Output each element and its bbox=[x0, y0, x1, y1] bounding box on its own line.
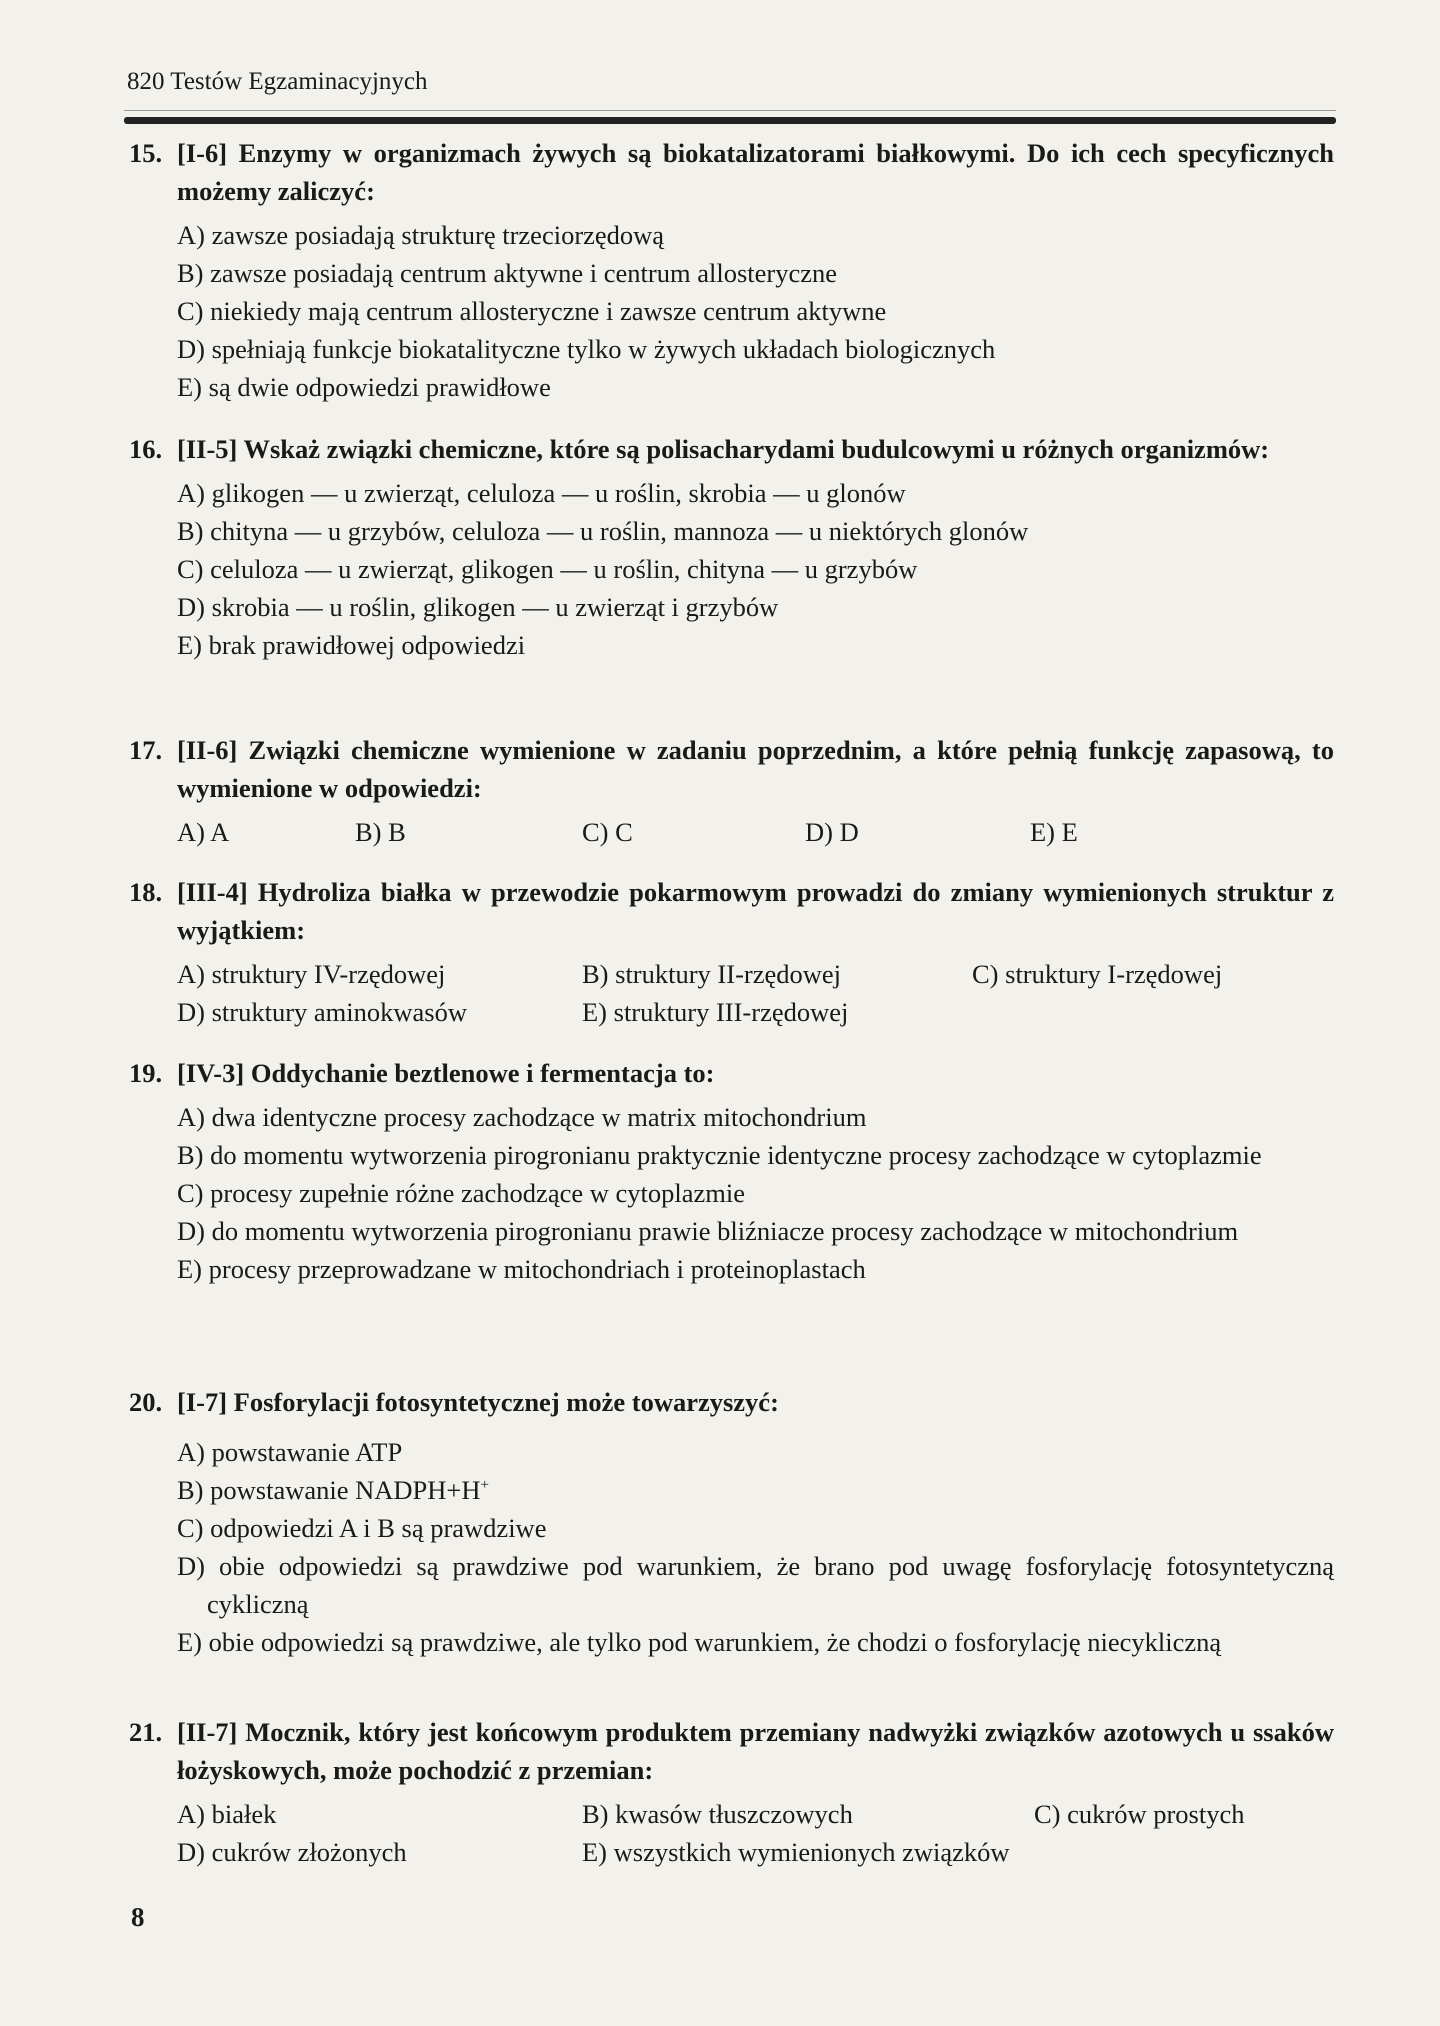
option: E) wszystkich wymienionych związków bbox=[582, 1837, 1010, 1867]
option: D) do momentu wytworzenia pirogronianu prawie bliźniacze procesy zachodzące w mitochondrium bbox=[177, 1216, 1239, 1246]
option: E) procesy przeprowadzane w mitochondriach i proteinoplastach bbox=[177, 1254, 866, 1284]
option: B) zawsze posiadają centrum aktywne i centrum allosteryczne bbox=[177, 258, 838, 288]
superscript-plus: + bbox=[480, 1477, 489, 1494]
option: C) celuloza — u zwierząt, glikogen — u roślin, chityna — u grzybów bbox=[177, 554, 918, 584]
option: C) struktury I-rzędowej bbox=[972, 959, 1223, 989]
question-21 bbox=[129, 1713, 1334, 1871]
option: A) A bbox=[177, 817, 230, 847]
option: A) dwa identyczne procesy zachodzące w matrix mitochondrium bbox=[177, 1102, 867, 1132]
option: E) E bbox=[1030, 817, 1078, 847]
question-number: 15. bbox=[129, 138, 163, 168]
option: D) skrobia — u roślin, glikogen — u zwierząt i grzybów bbox=[177, 592, 779, 622]
option: A) zawsze posiadają strukturę trzeciorzędową bbox=[177, 220, 665, 250]
header-rule bbox=[124, 117, 1336, 124]
option: A) struktury IV-rzędowej bbox=[177, 959, 446, 989]
page-number: 8 bbox=[131, 1902, 145, 1932]
question-20 bbox=[129, 1383, 1334, 1661]
option: C) odpowiedzi A i B są prawdziwe bbox=[177, 1513, 547, 1543]
option-text: B) powstawanie NADPH+H bbox=[177, 1475, 481, 1505]
option: E) obie odpowiedzi są prawdziwe, ale tylko pod warunkiem, że chodzi o fosforylację niecykliczną bbox=[177, 1627, 1222, 1657]
running-header: 820 Testów Egzaminacyjnych bbox=[127, 68, 428, 95]
option: C) niekiedy mają centrum allosteryczne i zawsze centrum aktywne bbox=[177, 296, 887, 326]
question-17 bbox=[129, 731, 1334, 851]
option: C) procesy zupełnie różne zachodzące w cytoplazmie bbox=[177, 1178, 745, 1208]
option: B) do momentu wytworzenia pirogronianu praktycznie identyczne procesy zachodzące w cytoplazmie bbox=[177, 1140, 1262, 1170]
option: D) cukrów złożonych bbox=[177, 1837, 407, 1867]
question-number: 20. bbox=[129, 1387, 163, 1417]
question-text: [IV-3] Oddychanie beztlenowe i fermentacja to: bbox=[177, 1058, 715, 1088]
option: D) spełniają funkcje biokatalityczne tylko w żywych układach biologicznych bbox=[177, 334, 996, 364]
question-text: [I-7] Fosforylacji fotosyntetycznej może towarzyszyć: bbox=[177, 1387, 779, 1417]
question-number: 19. bbox=[129, 1058, 163, 1088]
question-number: 17. bbox=[129, 735, 163, 765]
option: E) struktury III-rzędowej bbox=[582, 997, 849, 1027]
question-15 bbox=[129, 134, 1334, 406]
question-number: 18. bbox=[129, 877, 163, 907]
question-19 bbox=[129, 1054, 1334, 1288]
option: C) C bbox=[582, 817, 633, 847]
question-18 bbox=[129, 873, 1334, 1031]
option: B) kwasów tłuszczowych bbox=[582, 1799, 853, 1829]
option: D) obie odpowiedzi są prawdziwe pod warunkiem, że brano pod uwagę fosforylację fotosyntetyczną cykliczną bbox=[177, 1551, 1334, 1619]
header-thin-rule bbox=[124, 110, 1336, 111]
question-text: [II-6] Związki chemiczne wymienione w zadaniu poprzednim, a które pełnią funkcję zapasową, to wymienione w odpowiedzi: bbox=[177, 735, 1334, 803]
question-text: [I-6] Enzymy w organizmach żywych są biokatalizatorami białkowymi. Do ich cech specyficznych możemy zaliczyć: bbox=[177, 138, 1334, 206]
option: D) struktury aminokwasów bbox=[177, 997, 467, 1027]
question-number: 21. bbox=[129, 1717, 163, 1747]
option bbox=[177, 1471, 1334, 1509]
option: A) powstawanie ATP bbox=[177, 1437, 403, 1467]
question-text: [II-7] Mocznik, który jest końcowym produktem przemiany nadwyżki związków azotowych u ssaków łożyskowych, może pochodzić z przemian: bbox=[177, 1717, 1334, 1785]
question-16 bbox=[129, 430, 1334, 664]
question-number: 16. bbox=[129, 434, 163, 464]
option: A) glikogen — u zwierząt, celuloza — u roślin, skrobia — u glonów bbox=[177, 478, 906, 508]
option: A) białek bbox=[177, 1799, 277, 1829]
option: C) cukrów prostych bbox=[1034, 1799, 1245, 1829]
option: B) chityna — u grzybów, celuloza — u roślin, mannoza — u niektórych glonów bbox=[177, 516, 1029, 546]
option: D) D bbox=[805, 817, 859, 847]
option: E) brak prawidłowej odpowiedzi bbox=[177, 630, 526, 660]
option: B) struktury II-rzędowej bbox=[582, 959, 842, 989]
option: E) są dwie odpowiedzi prawidłowe bbox=[177, 372, 551, 402]
question-text: [III-4] Hydroliza białka w przewodzie pokarmowym prowadzi do zmiany wymienionych struktur z wyjątkiem: bbox=[177, 877, 1334, 945]
option: B) B bbox=[355, 817, 406, 847]
question-text: [II-5] Wskaż związki chemiczne, które są polisacharydami budulcowymi u różnych organizmów: bbox=[177, 434, 1270, 464]
